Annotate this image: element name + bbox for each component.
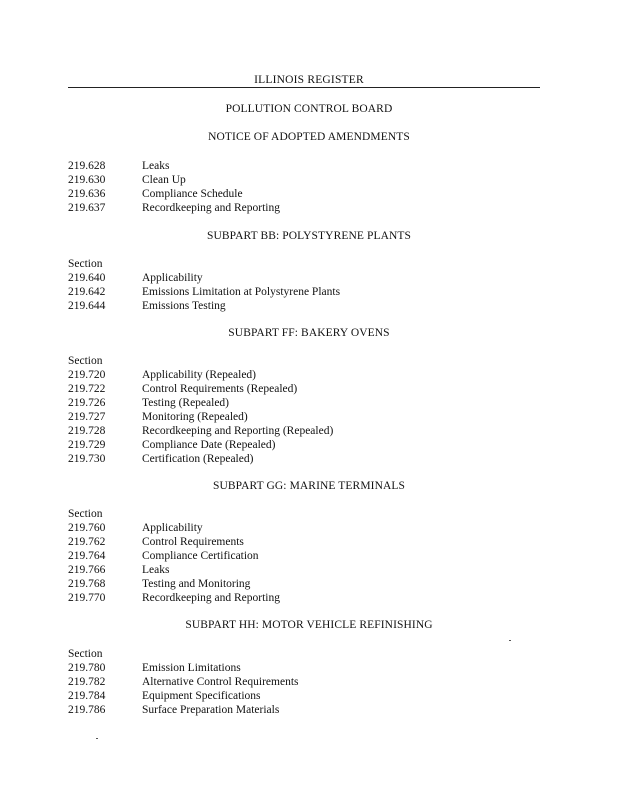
subpart-heading: SUBPART FF: BAKERY OVENS <box>228 327 390 339</box>
section-number: 219.786 <box>68 704 106 716</box>
agency-name: POLLUTION CONTROL BOARD <box>225 103 393 115</box>
section-title: Control Requirements <box>142 536 244 548</box>
section-label: Section <box>68 258 103 270</box>
section-number: 219.637 <box>68 202 106 214</box>
section-title: Equipment Specifications <box>142 690 261 702</box>
section-number: 219.636 <box>68 188 106 200</box>
section-title: Applicability <box>142 522 203 534</box>
section-title: Applicability <box>142 272 203 284</box>
section-number: 219.784 <box>68 690 106 702</box>
subpart-heading: SUBPART BB: POLYSTYRENE PLANTS <box>206 230 412 242</box>
section-title: Recordkeeping and Reporting (Repealed) <box>142 425 334 437</box>
section-title: Compliance Certification <box>142 550 259 562</box>
section-title: Emissions Testing <box>142 300 226 312</box>
section-title: Testing and Monitoring <box>142 578 251 590</box>
section-number: 219.764 <box>68 550 106 562</box>
section-title: Emissions Limitation at Polystyrene Plants <box>142 286 341 298</box>
section-title: Control Requirements (Repealed) <box>142 383 298 395</box>
section-number: 219.728 <box>68 425 106 437</box>
section-number: 219.766 <box>68 564 106 576</box>
section-title: Recordkeeping and Reporting <box>142 592 280 604</box>
section-number: 219.727 <box>68 411 106 423</box>
section-number: 219.768 <box>68 578 106 590</box>
section-number: 219.729 <box>68 439 106 451</box>
section-title: Recordkeeping and Reporting <box>142 202 280 214</box>
section-title: Alternative Control Requirements <box>142 676 299 688</box>
register-title: ILLINOIS REGISTER <box>254 74 364 86</box>
section-title: Leaks <box>142 160 170 172</box>
section-number: 219.760 <box>68 522 106 534</box>
section-number: 219.730 <box>68 453 106 465</box>
section-number: 219.782 <box>68 676 106 688</box>
scan-speck <box>509 640 511 641</box>
section-title: Testing (Repealed) <box>142 397 230 409</box>
section-number: 219.726 <box>68 397 106 409</box>
scan-speck <box>96 738 98 739</box>
section-label: Section <box>68 648 103 660</box>
section-title: Emission Limitations <box>142 662 241 674</box>
section-number: 219.780 <box>68 662 106 674</box>
section-title: Certification (Repealed) <box>142 453 254 465</box>
section-number: 219.628 <box>68 160 106 172</box>
section-title: Applicability (Repealed) <box>142 369 257 381</box>
section-title: Monitoring (Repealed) <box>142 411 248 423</box>
section-title: Clean Up <box>142 174 186 186</box>
section-label: Section <box>68 355 103 367</box>
section-title: Compliance Date (Repealed) <box>142 439 276 451</box>
notice-title: NOTICE OF ADOPTED AMENDMENTS <box>208 131 410 143</box>
section-number: 219.642 <box>68 286 106 298</box>
section-number: 219.770 <box>68 592 106 604</box>
section-title: Surface Preparation Materials <box>142 704 280 716</box>
header-rule <box>68 87 540 88</box>
subpart-heading: SUBPART GG: MARINE TERMINALS <box>213 480 405 492</box>
section-number: 219.722 <box>68 383 106 395</box>
section-label: Section <box>68 508 103 520</box>
section-number: 219.762 <box>68 536 106 548</box>
section-number: 219.630 <box>68 174 106 186</box>
section-title: Compliance Schedule <box>142 188 243 200</box>
section-number: 219.640 <box>68 272 106 284</box>
section-number: 219.644 <box>68 300 106 312</box>
subpart-heading: SUBPART HH: MOTOR VEHICLE REFINISHING <box>185 619 433 631</box>
section-title: Leaks <box>142 564 170 576</box>
section-number: 219.720 <box>68 369 106 381</box>
